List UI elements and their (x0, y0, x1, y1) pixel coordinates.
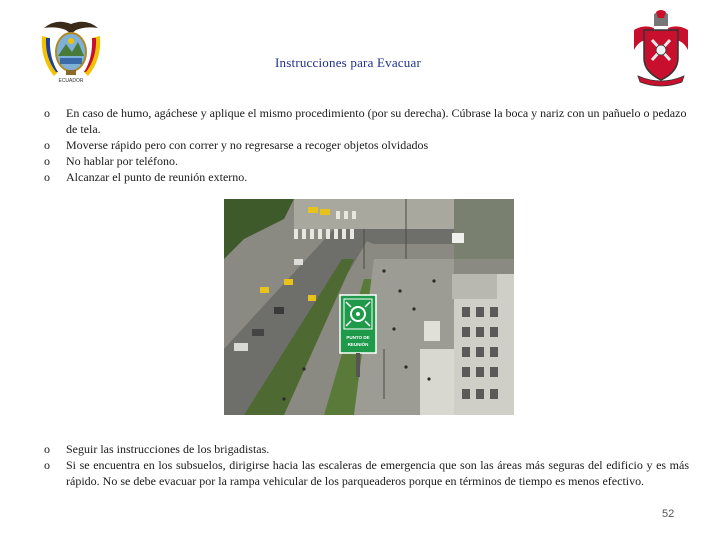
list-item (44, 169, 689, 185)
list-item-text: En caso de humo, agáchese y aplique el mismo procedimiento (por su derecha). Cúbrase la boca y nariz con un pañuelo o pedazo de tela. (66, 106, 687, 136)
bullet-mark: o (44, 154, 50, 168)
logo-left-caption: ECUADOR (58, 78, 84, 84)
institution-crest-logo (630, 10, 692, 90)
bullet-mark: o (44, 458, 50, 472)
meeting-point-photo (224, 199, 514, 415)
list-item-text: Si se encuentra en los subsuelos, dirigirse hacia las escaleras de emergencia que son las áreas más seguras del edificio y es más rápido. No se debe evacuar por la rampa vehicular de los parqueaderos porque en términos de tiempo es menos efectivo. (66, 458, 689, 488)
page-title: Instrucciones para Evacuar (275, 55, 421, 70)
sign-text-line1: PUNTO DE (346, 335, 370, 340)
bullet-mark: o (44, 106, 50, 120)
list-item-text: Alcanzar el punto de reunión externo. (66, 170, 248, 184)
list-item (44, 153, 689, 169)
list-item-text: Seguir las instrucciones de los brigadistas. (66, 442, 270, 456)
list-item (44, 441, 689, 457)
list-item (44, 137, 689, 153)
list-item-text: Moverse rápido pero con correr y no regresarse a recoger objetos olvidados (66, 138, 429, 152)
bullet-mark: o (44, 170, 50, 184)
list-item (44, 457, 689, 489)
list-item (44, 105, 689, 137)
ecuador-coat-of-arms-logo (36, 14, 106, 90)
bullet-mark: o (44, 442, 50, 456)
instructions-list-top (44, 105, 689, 185)
page-number: 52 (662, 508, 675, 520)
instructions-list-bottom (44, 441, 689, 489)
sign-text-line2: REUNIÓN (347, 342, 369, 347)
list-item-text: No hablar por teléfono. (66, 154, 178, 168)
bullet-mark: o (44, 138, 50, 152)
